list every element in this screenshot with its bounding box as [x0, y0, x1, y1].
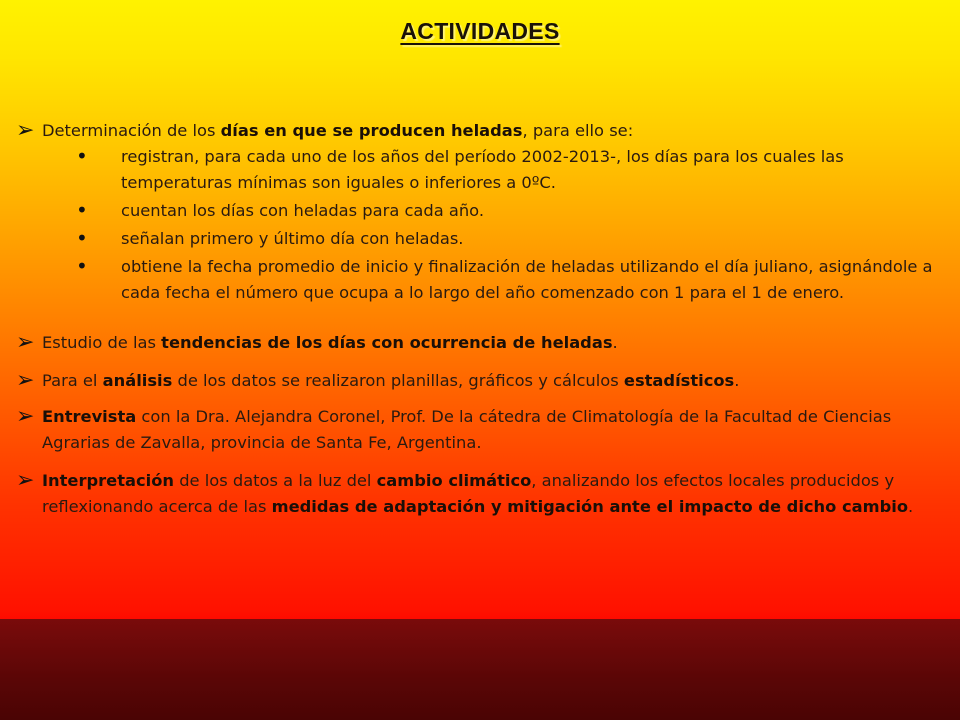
- text-segment: Para el: [42, 371, 103, 390]
- dot-icon: •: [76, 254, 88, 278]
- dot-icon: •: [76, 144, 88, 168]
- arrowhead-icon: ➢: [16, 404, 35, 429]
- text-segment-bold: medidas de adaptación y mitigación ante el impacto de dicho cambio: [271, 497, 909, 516]
- sub-list-item: [42, 226, 951, 252]
- sub-list: [42, 144, 951, 306]
- activity-item: [16, 468, 951, 520]
- text-segment: , analizando los efectos locales producidos y reflexionando acerca de las: [42, 471, 895, 516]
- sub-list-item: [42, 144, 951, 196]
- arrowhead-icon: ➢: [16, 368, 35, 393]
- sub-list-item: [42, 198, 951, 224]
- footer-band: [0, 619, 960, 720]
- text-segment-bold: cambio climático: [376, 471, 532, 490]
- activity-text: [42, 371, 739, 390]
- text-segment: de los datos a la luz del: [174, 471, 377, 490]
- sub-item-text: señalan primero y último día con heladas.: [121, 229, 464, 248]
- text-segment: de los datos se realizaron planillas, gráficos y cálculos: [172, 371, 624, 390]
- sub-item-text: cuentan los días con heladas para cada año.: [121, 201, 485, 220]
- sub-item-text: registran, para cada uno de los años del período 2002-2013-, los días para los cuales las temperaturas mínimas son iguales o inferiores a 0ºC.: [121, 147, 844, 192]
- activity-text: [42, 471, 913, 516]
- text-segment: Determinación de los: [42, 121, 221, 140]
- activities-list: [16, 118, 951, 520]
- arrowhead-icon: ➢: [16, 118, 35, 143]
- text-segment-bold: análisis: [102, 371, 173, 390]
- page-title: ACTIVIDADES: [400, 18, 560, 44]
- text-segment: con la Dra. Alejandra Coronel, Prof. De la cátedra de Climatología de la Facultad de Ciencias Agrarias de Zavalla, provincia de Santa Fe, Argentina.: [42, 407, 892, 452]
- text-segment: , para ello se:: [522, 121, 634, 140]
- text-segment-bold: Entrevista: [42, 407, 137, 426]
- activity-item: [16, 118, 951, 306]
- dot-icon: •: [76, 226, 88, 250]
- activity-item: [16, 368, 951, 394]
- activity-text: [42, 333, 618, 352]
- activity-text: [42, 407, 891, 452]
- activity-item: [16, 330, 951, 356]
- text-segment: Estudio de las: [42, 333, 162, 352]
- text-segment: .: [612, 333, 618, 352]
- text-segment-bold: días en que se producen heladas: [220, 121, 523, 140]
- text-segment-bold: tendencias de los días con ocurrencia de heladas: [161, 333, 613, 352]
- activity-item: [16, 404, 951, 456]
- text-segment-bold: estadísticos: [623, 371, 735, 390]
- activity-text: [42, 121, 633, 140]
- text-segment-bold: Interpretación: [42, 471, 175, 490]
- text-segment: .: [908, 497, 914, 516]
- text-segment: .: [734, 371, 740, 390]
- sub-item-text: obtiene la fecha promedio de inicio y finalización de heladas utilizando el día juliano, asignándole a cada fecha el número que ocupa a lo largo del año comenzado con 1 para el 1 de enero.: [121, 257, 933, 302]
- arrowhead-icon: ➢: [16, 330, 35, 355]
- dot-icon: •: [76, 198, 88, 222]
- sub-list-item: [42, 254, 951, 306]
- arrowhead-icon: ➢: [16, 468, 35, 493]
